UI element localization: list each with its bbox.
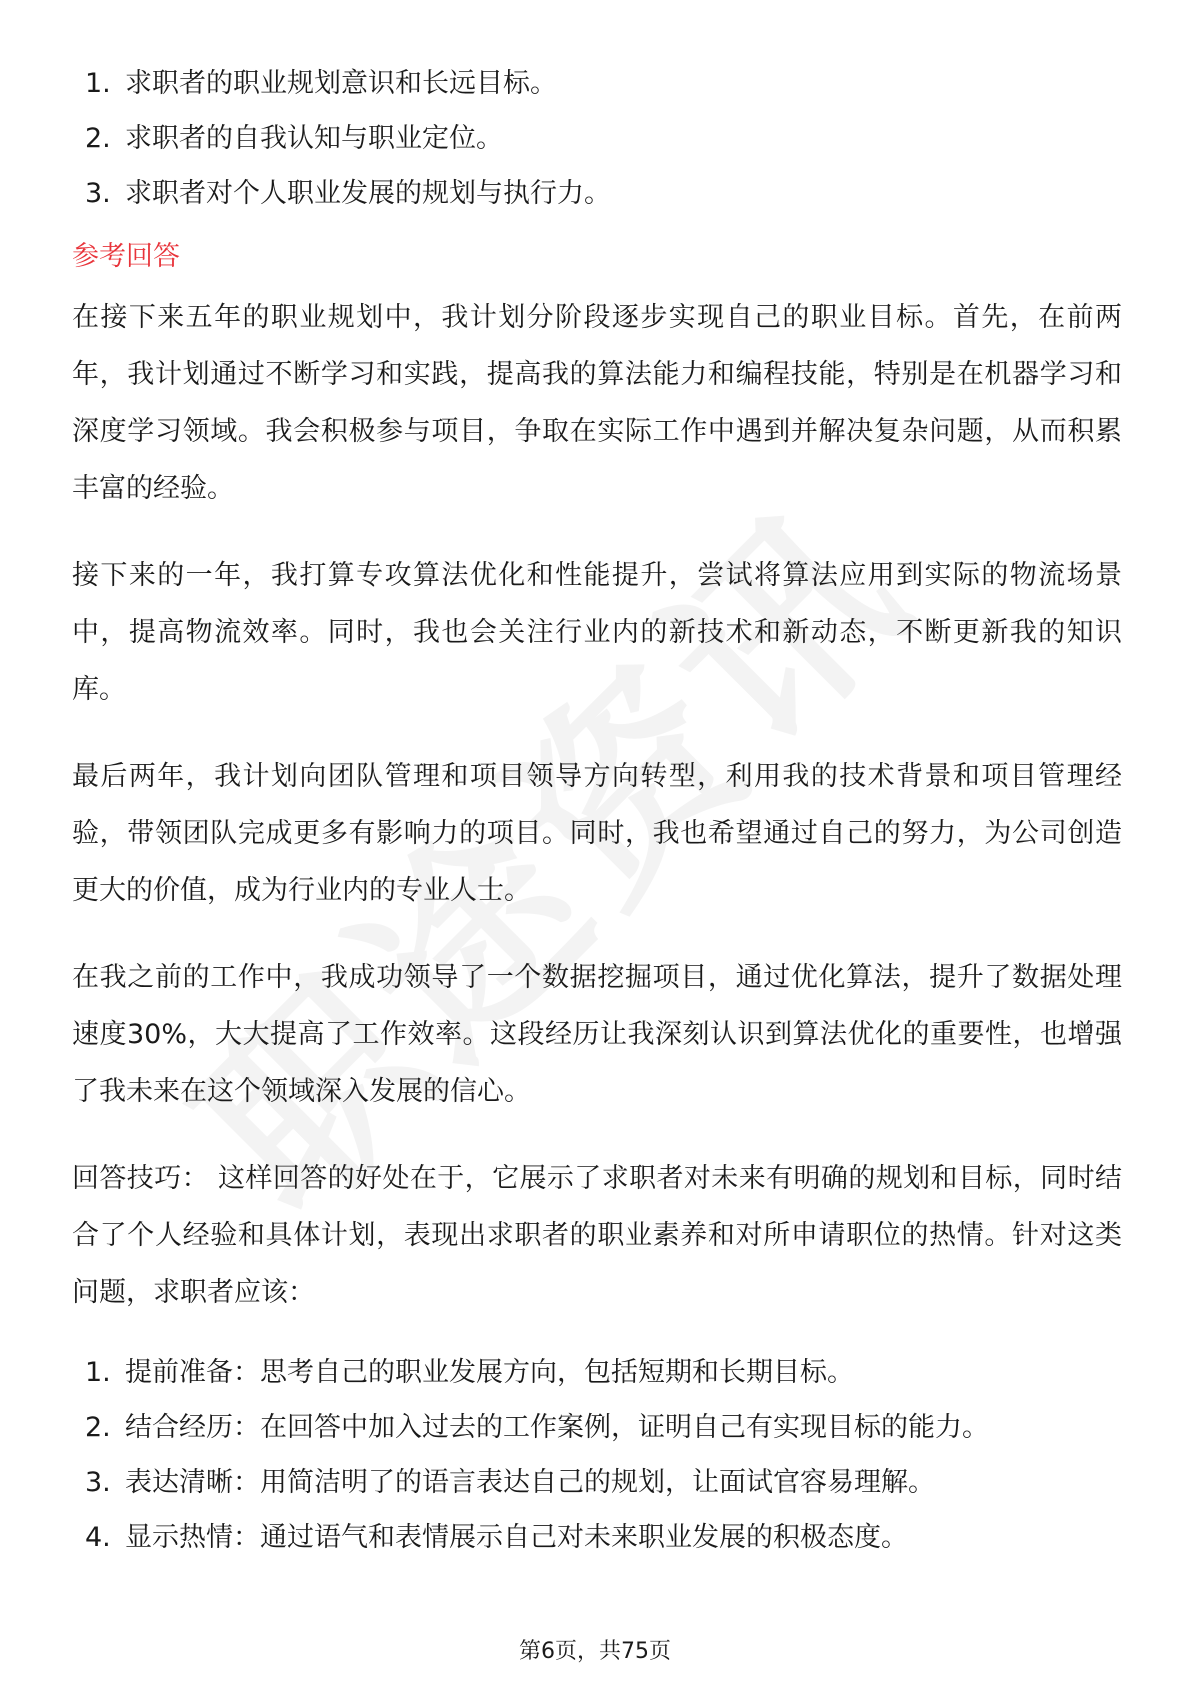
- list-item-text: 求职者的职业规划意识和长远目标。: [125, 68, 557, 99]
- tips-paragraph: 回答技巧： 这样回答的好处在于，它展示了求职者对未来有明确的规划和目标，同时结合了个人经验和具体计划，表现出求职者的职业素养和对所申请职位的热情。针对这类问题，求职者应该：: [72, 1163, 1122, 1308]
- paragraph: 接下来的一年，我打算专攻算法优化和性能提升，尝试将算法应用到实际的物流场景中，提高物流效率。同时，我也会关注行业内的新技术和新动态，不断更新我的知识库。: [72, 560, 1122, 705]
- list-item-text: 求职者的自我认知与职业定位。: [125, 123, 503, 154]
- list-item-number: 1.: [85, 68, 111, 99]
- list-item-text: 显示热情：通过语气和表情展示自己对未来职业发展的积极态度。: [125, 1522, 908, 1553]
- list-item-number: 4.: [85, 1522, 111, 1553]
- list-item-number: 2.: [85, 1412, 111, 1443]
- paragraph: 在接下来五年的职业规划中，我计划分阶段逐步实现自己的职业目标。首先，在前两年，我计划通过不断学习和实践，提高我的算法能力和编程技能，特别是在机器学习和深度学习领域。我会积极参与项目，争取在实际工作中遇到并解决复杂问题，从而积累丰富的经验。: [72, 302, 1122, 504]
- list-item: [72, 1400, 1122, 1455]
- list-item-number: 1.: [85, 1357, 111, 1388]
- paragraph: 在我之前的工作中，我成功领导了一个数据挖掘项目，通过优化算法，提升了数据处理速度30%，大大提高了工作效率。这段经历让我深刻认识到算法优化的重要性，也增强了我未来在这个领域深入发展的信心。: [72, 962, 1122, 1107]
- paragraph: 最后两年，我计划向团队管理和项目领导方向转型，利用我的技术背景和项目管理经验，带领团队完成更多有影响力的项目。同时，我也希望通过自己的努力，为公司创造更大的价值，成为行业内的专业人士。: [72, 761, 1122, 906]
- intro-list: [72, 56, 1122, 221]
- list-item: [72, 166, 1122, 221]
- list-item-text: 结合经历：在回答中加入过去的工作案例，证明自己有实现目标的能力。: [125, 1412, 989, 1443]
- list-item-text: 求职者对个人职业发展的规划与执行力。: [125, 178, 611, 209]
- list-item-number: 2.: [85, 123, 111, 154]
- list-item: [72, 111, 1122, 166]
- section-heading: 参考回答: [72, 241, 180, 272]
- document-page: [72, 56, 1122, 1565]
- list-item-text: 表达清晰：用简洁明了的语言表达自己的规划，让面试官容易理解。: [125, 1467, 935, 1498]
- tips-list: [72, 1345, 1122, 1565]
- list-item-number: 3.: [85, 178, 111, 209]
- list-item: [72, 1455, 1122, 1510]
- list-item: [72, 1345, 1122, 1400]
- list-item-text: 提前准备：思考自己的职业发展方向，包括短期和长期目标。: [125, 1357, 854, 1388]
- list-item-number: 3.: [85, 1467, 111, 1498]
- list-item: [72, 56, 1122, 111]
- list-item: [72, 1510, 1122, 1565]
- page-number-footer: 第6页，共75页: [519, 1639, 671, 1664]
